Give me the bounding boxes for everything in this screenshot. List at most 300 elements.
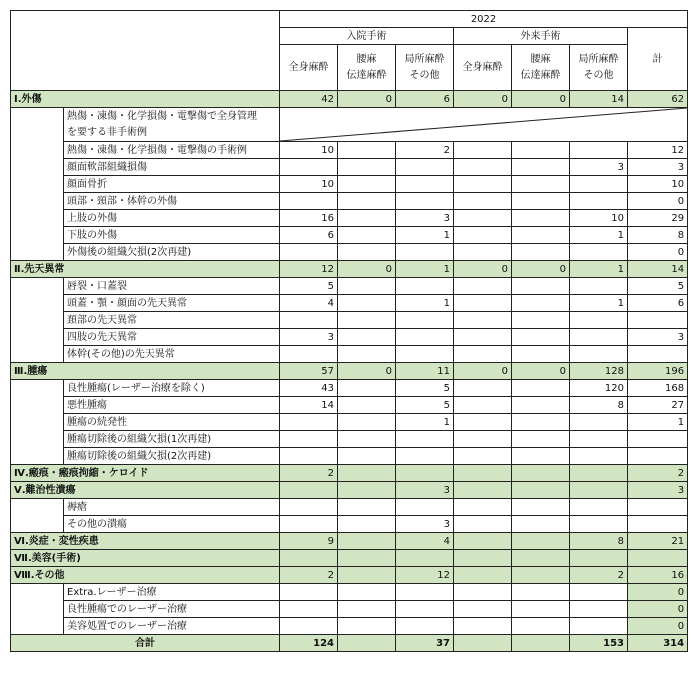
table-row (11, 584, 688, 601)
value-cell (454, 227, 512, 244)
subcategory-label (64, 108, 280, 142)
indent-cell (11, 142, 64, 159)
value-cell (338, 533, 396, 550)
value-cell: 0 (512, 91, 570, 108)
value-cell (338, 176, 396, 193)
value-cell: 43 (280, 380, 338, 397)
header-in-local: 局所麻酔 その他 (396, 45, 454, 91)
value-cell (280, 584, 338, 601)
table-row (11, 244, 688, 261)
subcategory-label: 熱傷・凍傷・化学損傷・電撃傷の手術例 (64, 142, 280, 159)
diagonal-line (280, 108, 687, 141)
value-cell (570, 550, 628, 567)
value-cell (512, 176, 570, 193)
value-cell: 0 (454, 91, 512, 108)
value-cell (338, 465, 396, 482)
value-cell (512, 635, 570, 652)
value-cell: 14 (280, 397, 338, 414)
table-row (11, 465, 688, 482)
indent-cell (11, 397, 64, 414)
table-row (11, 142, 688, 159)
category-label: Ⅲ.腫瘍 (11, 363, 280, 380)
value-cell (454, 346, 512, 363)
subcategory-label: 四肢の先天異常 (64, 329, 280, 346)
value-cell (338, 448, 396, 465)
table-row (11, 193, 688, 210)
category-label: Ⅶ.美容(手術) (11, 550, 280, 567)
value-cell (454, 431, 512, 448)
value-cell (396, 448, 454, 465)
value-cell (338, 295, 396, 312)
category-label: Ⅵ.炎症・変性疾患 (11, 533, 280, 550)
surgery-statistics-table (10, 10, 688, 652)
value-cell: 10 (280, 176, 338, 193)
value-cell (570, 601, 628, 618)
value-cell (280, 499, 338, 516)
category-label: Ⅳ.瘢痕・瘢痕拘縮・ケロイド (11, 465, 280, 482)
value-cell: 10 (280, 142, 338, 159)
value-cell (570, 482, 628, 499)
value-cell (512, 482, 570, 499)
subcategory-label: 腫瘍切除後の組織欠損(1次再建) (64, 431, 280, 448)
value-cell (512, 414, 570, 431)
subcategory-label: Extra.レーザー治療 (64, 584, 280, 601)
value-cell (454, 380, 512, 397)
value-cell: 0 (338, 363, 396, 380)
indent-cell (11, 618, 64, 635)
table-row (11, 363, 688, 380)
indent-cell (11, 159, 64, 176)
header-out-lumbar: 腰麻 伝達麻酔 (512, 45, 570, 91)
value-cell: 8 (628, 227, 688, 244)
value-cell: 1 (628, 414, 688, 431)
table-row (11, 618, 688, 635)
value-cell (454, 193, 512, 210)
value-cell (570, 516, 628, 533)
indent-cell (11, 295, 64, 312)
value-cell (338, 584, 396, 601)
value-cell: 37 (396, 635, 454, 652)
value-cell (570, 448, 628, 465)
value-cell: 57 (280, 363, 338, 380)
indent-cell (11, 601, 64, 618)
value-cell (512, 567, 570, 584)
value-cell (338, 380, 396, 397)
surgery-table-container (10, 10, 688, 652)
value-cell: 6 (628, 295, 688, 312)
header-out-general: 全身麻酔 (454, 45, 512, 91)
value-cell: 29 (628, 210, 688, 227)
value-cell (338, 312, 396, 329)
value-cell: 5 (396, 380, 454, 397)
value-cell (570, 431, 628, 448)
value-cell: 2 (280, 567, 338, 584)
subcategory-label: その他の潰瘍 (64, 516, 280, 533)
value-cell (512, 329, 570, 346)
value-cell (628, 431, 688, 448)
value-cell (396, 431, 454, 448)
value-cell: 1 (396, 261, 454, 278)
value-cell (628, 346, 688, 363)
value-cell (396, 159, 454, 176)
value-cell (454, 482, 512, 499)
value-cell: 12 (280, 261, 338, 278)
value-cell (512, 227, 570, 244)
indent-cell (11, 448, 64, 465)
label-line-1: 熱傷・凍傷・化学損傷・電撃傷で全身管理 (67, 110, 257, 122)
value-cell (512, 448, 570, 465)
category-label: Ⅷ.その他 (11, 567, 280, 584)
value-cell (454, 533, 512, 550)
value-cell: 8 (570, 533, 628, 550)
indent-cell (11, 346, 64, 363)
indent-cell (11, 278, 64, 295)
value-cell (280, 193, 338, 210)
value-cell: 1 (396, 414, 454, 431)
table-row (11, 414, 688, 431)
value-cell (280, 618, 338, 635)
table-row (11, 448, 688, 465)
value-cell (338, 414, 396, 431)
value-cell (570, 584, 628, 601)
value-cell (280, 414, 338, 431)
value-cell: 16 (628, 567, 688, 584)
value-cell (512, 210, 570, 227)
value-cell (570, 193, 628, 210)
value-cell (570, 278, 628, 295)
value-cell (454, 397, 512, 414)
value-cell (454, 142, 512, 159)
value-cell (570, 176, 628, 193)
value-cell (454, 448, 512, 465)
value-cell (628, 448, 688, 465)
indent-cell (11, 499, 64, 516)
value-cell: 0 (512, 261, 570, 278)
value-cell: 10 (570, 210, 628, 227)
value-cell (570, 465, 628, 482)
table-row (11, 312, 688, 329)
value-cell (338, 193, 396, 210)
value-cell (454, 465, 512, 482)
value-cell (396, 312, 454, 329)
value-cell: 10 (628, 176, 688, 193)
value-cell (338, 482, 396, 499)
value-cell: 124 (280, 635, 338, 652)
indent-cell (11, 380, 64, 397)
value-cell: 1 (396, 227, 454, 244)
value-cell (280, 431, 338, 448)
value-cell: 12 (396, 567, 454, 584)
indent-cell (11, 176, 64, 193)
indent-cell (11, 414, 64, 431)
value-cell: 3 (628, 482, 688, 499)
indent-cell (11, 210, 64, 227)
value-cell (628, 516, 688, 533)
value-cell (454, 584, 512, 601)
value-cell (454, 499, 512, 516)
value-cell (280, 516, 338, 533)
subcategory-label: 上肢の外傷 (64, 210, 280, 227)
value-cell (454, 312, 512, 329)
value-cell (396, 499, 454, 516)
value-cell: 1 (570, 261, 628, 278)
value-cell (280, 482, 338, 499)
value-cell (454, 601, 512, 618)
value-cell (454, 618, 512, 635)
header-year: 2022 (280, 11, 688, 28)
header-out-local: 局所麻酔 その他 (570, 45, 628, 91)
value-cell (396, 176, 454, 193)
value-cell: 21 (628, 533, 688, 550)
value-cell: 27 (628, 397, 688, 414)
value-cell (512, 380, 570, 397)
subcategory-label: 頚部の先天異常 (64, 312, 280, 329)
subcategory-label: 体幹(その他)の先天異常 (64, 346, 280, 363)
value-cell: 14 (570, 91, 628, 108)
indent-cell (11, 329, 64, 346)
table-row (11, 91, 688, 108)
value-cell (570, 346, 628, 363)
value-cell (338, 346, 396, 363)
value-cell (570, 312, 628, 329)
value-cell (454, 295, 512, 312)
subcategory-label: 褥瘡 (64, 499, 280, 516)
table-row (11, 431, 688, 448)
table-row (11, 261, 688, 278)
value-cell: 0 (628, 584, 688, 601)
value-cell (454, 414, 512, 431)
value-cell (280, 346, 338, 363)
value-cell: 2 (570, 567, 628, 584)
indent-cell (11, 584, 64, 601)
table-row (11, 397, 688, 414)
value-cell (570, 499, 628, 516)
value-cell: 120 (570, 380, 628, 397)
value-cell: 12 (628, 142, 688, 159)
value-cell: 0 (628, 618, 688, 635)
subcategory-label: 腫瘍の続発性 (64, 414, 280, 431)
indent-cell (11, 431, 64, 448)
subcategory-label: 美容処置でのレーザー治療 (64, 618, 280, 635)
value-cell: 4 (280, 295, 338, 312)
value-cell: 5 (280, 278, 338, 295)
value-cell (512, 346, 570, 363)
category-label: Ⅱ.先天異常 (11, 261, 280, 278)
value-cell (512, 142, 570, 159)
value-cell: 3 (280, 329, 338, 346)
value-cell: 42 (280, 91, 338, 108)
indent-cell (11, 227, 64, 244)
value-cell: 196 (628, 363, 688, 380)
header-row-year (11, 11, 688, 28)
table-row (11, 482, 688, 499)
value-cell (454, 210, 512, 227)
value-cell (338, 431, 396, 448)
indent-cell (11, 108, 64, 142)
value-cell (338, 278, 396, 295)
total-label: 合計 (11, 635, 280, 652)
header-outpatient: 外来手術 (454, 28, 628, 45)
value-cell: 128 (570, 363, 628, 380)
value-cell: 2 (280, 465, 338, 482)
value-cell (280, 550, 338, 567)
value-cell: 5 (396, 397, 454, 414)
value-cell (280, 601, 338, 618)
value-cell (454, 244, 512, 261)
value-cell: 2 (628, 465, 688, 482)
value-cell: 4 (396, 533, 454, 550)
value-cell: 3 (628, 159, 688, 176)
value-cell (454, 278, 512, 295)
value-cell (512, 550, 570, 567)
value-cell: 0 (338, 91, 396, 108)
table-row (11, 210, 688, 227)
table-row (11, 499, 688, 516)
value-cell (338, 329, 396, 346)
value-cell (338, 618, 396, 635)
table-row (11, 278, 688, 295)
table-row (11, 601, 688, 618)
value-cell: 3 (396, 210, 454, 227)
value-cell (570, 142, 628, 159)
value-cell (454, 550, 512, 567)
value-cell: 16 (280, 210, 338, 227)
subcategory-label: 顔面軟部組織損傷 (64, 159, 280, 176)
value-cell (454, 516, 512, 533)
header-inpatient: 入院手術 (280, 28, 454, 45)
table-row (11, 635, 688, 652)
value-cell (512, 193, 570, 210)
subcategory-label: 良性腫瘍でのレーザー治療 (64, 601, 280, 618)
table-body (11, 91, 688, 652)
value-cell (280, 244, 338, 261)
value-cell (338, 244, 396, 261)
header-total: 計 (628, 28, 688, 91)
value-cell (454, 635, 512, 652)
value-cell (512, 278, 570, 295)
value-cell: 3 (396, 482, 454, 499)
value-cell (570, 414, 628, 431)
value-cell (396, 244, 454, 261)
indent-cell (11, 312, 64, 329)
value-cell: 3 (570, 159, 628, 176)
subcategory-label: 悪性腫瘍 (64, 397, 280, 414)
value-cell (512, 431, 570, 448)
header-in-general: 全身麻酔 (280, 45, 338, 91)
value-cell (570, 329, 628, 346)
subcategory-label: 下肢の外傷 (64, 227, 280, 244)
subcategory-label: 顔面骨折 (64, 176, 280, 193)
subcategory-label: 外傷後の組織欠損(2次再建) (64, 244, 280, 261)
value-cell (338, 601, 396, 618)
indent-cell (11, 193, 64, 210)
table-row (11, 159, 688, 176)
table-row (11, 567, 688, 584)
value-cell (396, 465, 454, 482)
subcategory-label: 頭蓋・顎・顔面の先天異常 (64, 295, 280, 312)
value-cell: 0 (454, 261, 512, 278)
value-cell: 168 (628, 380, 688, 397)
value-cell (338, 516, 396, 533)
value-cell (338, 159, 396, 176)
value-cell (570, 618, 628, 635)
value-cell: 0 (454, 363, 512, 380)
value-cell (338, 635, 396, 652)
value-cell (338, 567, 396, 584)
value-cell (396, 618, 454, 635)
category-label: Ⅰ.外傷 (11, 91, 280, 108)
value-cell (512, 516, 570, 533)
table-row (11, 108, 688, 142)
value-cell: 9 (280, 533, 338, 550)
value-cell: 6 (280, 227, 338, 244)
value-cell: 153 (570, 635, 628, 652)
value-cell: 0 (628, 601, 688, 618)
table-row (11, 295, 688, 312)
value-cell (454, 159, 512, 176)
value-cell (512, 533, 570, 550)
value-cell: 0 (512, 363, 570, 380)
subcategory-label: 腫瘍切除後の組織欠損(2次再建) (64, 448, 280, 465)
value-cell (338, 397, 396, 414)
table-row (11, 550, 688, 567)
value-cell (628, 550, 688, 567)
value-cell (512, 159, 570, 176)
value-cell (338, 499, 396, 516)
value-cell (512, 618, 570, 635)
value-cell (454, 176, 512, 193)
value-cell: 0 (628, 244, 688, 261)
value-cell (512, 465, 570, 482)
value-cell: 314 (628, 635, 688, 652)
value-cell: 5 (628, 278, 688, 295)
value-cell (396, 329, 454, 346)
value-cell (338, 227, 396, 244)
value-cell (512, 244, 570, 261)
value-cell (338, 142, 396, 159)
indent-cell (11, 244, 64, 261)
value-cell (280, 312, 338, 329)
value-cell: 1 (570, 295, 628, 312)
label-line-2: を要する非手術例 (67, 126, 147, 138)
table-row (11, 227, 688, 244)
value-cell (396, 550, 454, 567)
header-in-lumbar: 腰麻 伝達麻酔 (338, 45, 396, 91)
table-row (11, 329, 688, 346)
value-cell (396, 584, 454, 601)
value-cell (570, 244, 628, 261)
value-cell: 3 (396, 516, 454, 533)
value-cell (338, 550, 396, 567)
value-cell (512, 499, 570, 516)
table-row (11, 176, 688, 193)
value-cell (280, 159, 338, 176)
value-cell: 8 (570, 397, 628, 414)
table-row (11, 346, 688, 363)
value-cell (280, 448, 338, 465)
value-cell (454, 329, 512, 346)
value-cell: 6 (396, 91, 454, 108)
value-cell: 11 (396, 363, 454, 380)
value-cell (396, 346, 454, 363)
table-row (11, 516, 688, 533)
value-cell (512, 601, 570, 618)
value-cell: 62 (628, 91, 688, 108)
value-cell (628, 312, 688, 329)
value-cell (512, 584, 570, 601)
value-cell: 1 (396, 295, 454, 312)
value-cell (512, 397, 570, 414)
